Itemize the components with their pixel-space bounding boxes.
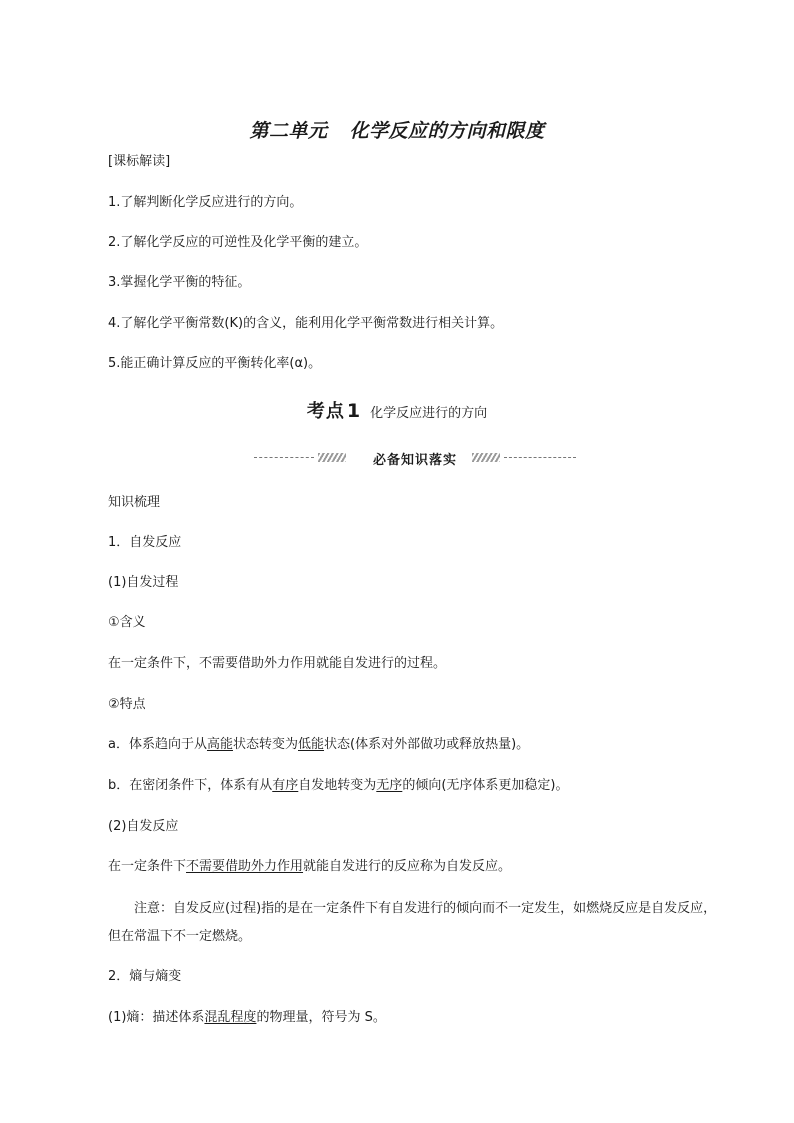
kaodian-title: 化学反应进行的方向 [370,406,488,421]
s1-2-text: 在一定条件下不需要借助外力作用就能自发进行的反应称为自发反应。 [108,859,512,874]
section-banner [254,449,576,467]
objective-4: 4.了解化学平衡常数(K)的含义，能利用化学平衡常数进行相关计算。 [108,316,504,331]
s2-1-text: (1)熵：描述体系混乱程度的物理量，符号为 S。 [108,1010,386,1025]
feature-b-underline-1: 有序 [272,778,299,793]
s1-2-heading: (2)自发反应 [108,819,179,834]
page-title [0,116,794,143]
feature-a: a．体系趋向于从高能状态转变为低能状态(体系对外部做功或释放热量)。 [108,737,530,752]
s1-heading: 1．自发反应 [108,535,182,550]
s2-heading: 2．熵与熵变 [108,969,182,984]
banner-right-hatch [472,453,500,462]
banner-text: 必备知识落实 [372,453,457,468]
banner-left-dash [254,457,314,458]
kaodian-number: 1 [346,400,361,422]
kaodian-label: 考点 [306,401,345,422]
feature-heading: ②特点 [108,697,146,712]
objective-3: 3.掌握化学平衡的特征。 [108,275,251,290]
kaodian-heading [0,397,794,423]
title-unit: 第二单元 [249,120,328,142]
meaning-text: 在一定条件下，不需要借助外力作用就能自发进行的过程。 [108,656,447,671]
feature-b-underline-2: 无序 [376,778,403,793]
objective-5: 5.能正确计算反应的平衡转化率(α)。 [108,356,322,371]
section-label: [课标解读] [108,154,171,169]
feature-b: b．在密闭条件下，体系有从有序自发地转变为无序的倾向(无序体系更加稳定)。 [108,778,569,793]
meaning-heading: ①含义 [108,615,146,630]
feature-a-underline-1: 高能 [206,737,233,752]
objective-1: 1.了解判断化学反应进行的方向。 [108,195,303,210]
objective-2: 2.了解化学反应的可逆性及化学平衡的建立。 [108,235,368,250]
s1-2-underline: 不需要借助外力作用 [186,859,304,874]
banner-left-hatch [318,453,346,462]
title-topic: 化学反应的方向和限度 [349,120,545,142]
banner-right-dash [504,457,576,458]
s2-1-underline: 混乱程度 [204,1010,257,1025]
note-paragraph: 注意：自发反应(过程)指的是在一定条件下有自发进行的倾向而不一定发生，如燃烧反应是自发反应，但在常温下不一定燃烧。 [108,901,717,944]
feature-a-underline-2: 低能 [298,737,325,752]
knowledge-heading: 知识梳理 [108,495,161,510]
s1-1-heading: (1)自发过程 [108,575,179,590]
